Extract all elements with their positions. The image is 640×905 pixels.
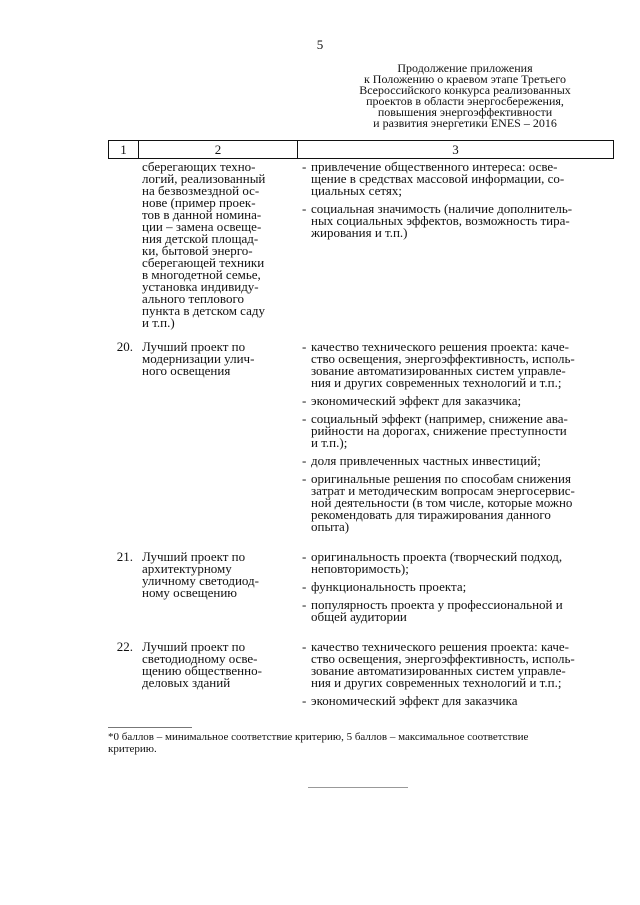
nomination-name-line: нове (пример проек- (142, 195, 256, 210)
nomination-name-line: сберегающей техники (142, 255, 265, 270)
column-header-1: 1 (109, 141, 139, 158)
column-header-2: 2 (139, 141, 298, 158)
table-row (108, 641, 614, 713)
dash-bullet: - (302, 549, 307, 564)
criterion-line: рекомендовать для тиражирования данного (311, 507, 551, 522)
dash-bullet: - (302, 597, 307, 612)
nomination-name-line: щению общественно- (142, 663, 262, 678)
criterion-line: ния и других современных технологий и т.п.; (311, 675, 562, 690)
row-number (108, 161, 138, 329)
criterion-line: социальная значимость (наличие дополнитель- (311, 201, 573, 216)
footnote-line: критерию. (108, 743, 157, 755)
nomination-name-line: деловых зданий (142, 675, 231, 690)
criteria-table (108, 140, 614, 713)
criterion-item (302, 161, 614, 197)
criteria-list (297, 341, 614, 539)
header-line: проектов в области энергосбережения, (366, 94, 564, 108)
criterion-line: и т.п.); (311, 435, 348, 450)
criterion-item (302, 395, 614, 407)
dash-bullet: - (302, 339, 307, 354)
criterion-item (302, 641, 614, 689)
nomination-name-line: архитектурному (142, 561, 232, 576)
criterion-item (302, 341, 614, 389)
criterion-line: затрат и методическим вопросам энергосервис- (311, 483, 575, 498)
table-header (108, 140, 614, 159)
criterion-line: оригинальные решения по способам снижения (311, 471, 571, 486)
row-number: 22. (116, 639, 133, 654)
criterion-line: щение в средствах массовой информации, со- (311, 171, 565, 186)
nomination-name (138, 641, 297, 713)
criterion-line: зование автоматизированных систем управле- (311, 663, 566, 678)
nomination-name-line: ному освещению (142, 585, 238, 600)
criterion-line: жирования и т.п.) (311, 225, 408, 240)
criterion-line: функциональность проекта; (311, 579, 467, 594)
nomination-name-line: ции – замена освеще- (142, 219, 262, 234)
criterion-item (302, 413, 614, 449)
footnote (108, 731, 613, 755)
table-row (108, 161, 614, 329)
criterion-item (302, 581, 614, 593)
criterion-item (302, 551, 614, 575)
header-line: повышения энергоэффективности (377, 105, 553, 119)
criterion-text (311, 473, 575, 533)
nomination-name (138, 341, 297, 539)
appendix-header (330, 63, 600, 129)
row-number: 20. (116, 339, 133, 354)
dash-bullet: - (302, 159, 307, 174)
criterion-text (311, 551, 562, 575)
table-body (108, 161, 614, 713)
nomination-name-line: светодиодному осве- (142, 651, 258, 666)
criterion-item (302, 473, 614, 533)
dash-bullet: - (302, 393, 307, 408)
nomination-name-line: ния детской площад- (142, 231, 259, 246)
criterion-line: зование автоматизированных систем управле- (311, 363, 566, 378)
criterion-item (302, 599, 614, 623)
dash-bullet: - (302, 693, 307, 708)
nomination-name-line: сберегающих техно- (142, 159, 256, 174)
nomination-name (138, 161, 297, 329)
criterion-text (311, 413, 568, 449)
footnote-divider (108, 727, 192, 728)
nomination-name-line: ного освещения (142, 363, 231, 378)
criterion-line: общей аудитории (311, 609, 407, 624)
criterion-line: циальных сетях; (311, 183, 402, 198)
criterion-line: социальный эффект (например, снижение ава- (311, 411, 568, 426)
dash-bullet: - (302, 639, 307, 654)
criterion-line: экономический эффект для заказчика; (311, 393, 522, 408)
criterion-line: экономический эффект для заказчика (311, 693, 518, 708)
criterion-line: качество технического решения проекта: каче- (311, 339, 569, 354)
criterion-line: доля привлеченных частных инвестиций; (311, 453, 541, 468)
nomination-name-line: Лучший проект по (142, 549, 246, 564)
nomination-name-line: Лучший проект по (142, 639, 246, 654)
criterion-line: ство освещения, энергоэффективность, исполь- (311, 651, 575, 666)
nomination-name-line: и т.п.) (142, 315, 175, 330)
page-bottom-divider (308, 787, 408, 788)
column-header-3: 3 (452, 142, 459, 157)
criterion-line: популярность проекта у профессиональной и (311, 597, 563, 612)
nomination-name-line: пункта в детском саду (142, 303, 265, 318)
criterion-line: оригинальность проекта (творческий подход, (311, 549, 563, 564)
header-line: Продолжение приложения (397, 61, 533, 75)
nomination-name-line: установка индивиду- (142, 279, 259, 294)
table-row (108, 551, 614, 629)
criterion-text (311, 581, 466, 593)
nomination-name (138, 551, 297, 629)
nomination-name-line: логий, реализованный (142, 171, 266, 186)
criterion-text (311, 341, 575, 389)
nomination-name-line: уличному светодиод- (142, 573, 259, 588)
criterion-text (311, 455, 541, 467)
header-line: Всероссийского конкурса реализованных (359, 83, 571, 97)
criterion-line: ство освещения, энергоэффективность, исполь- (311, 351, 575, 366)
nomination-name-line: ки, бытовой энерго- (142, 243, 253, 258)
criterion-line: ных социальных эффектов, возможность тира- (311, 213, 570, 228)
header-line: к Положению о краевом этапе Третьего (363, 72, 567, 86)
dash-bullet: - (302, 471, 307, 486)
table-row (108, 341, 614, 539)
criterion-text (311, 695, 518, 707)
nomination-name-line: модернизации улич- (142, 351, 255, 366)
dash-bullet: - (302, 579, 307, 594)
nomination-name-line: на безвозмездной ос- (142, 183, 260, 198)
criterion-text (311, 599, 563, 623)
criterion-line: опыта) (311, 519, 350, 534)
criterion-line: рийности на дорогах, снижение преступности (311, 423, 567, 438)
nomination-name-line: Лучший проект по (142, 339, 246, 354)
criterion-line: неповторимость); (311, 561, 409, 576)
criterion-line: привлечение общественного интереса: осве- (311, 159, 558, 174)
criterion-text (311, 203, 572, 239)
criterion-text (311, 395, 521, 407)
footnote-line: *0 баллов – минимальное соответствие критерию, 5 баллов – максимальное соответствие (108, 731, 529, 743)
nomination-name-line: тов в данной номина- (142, 207, 262, 222)
criterion-line: ной деятельности (в том числе, которые можно (311, 495, 573, 510)
criterion-text (311, 161, 564, 197)
dash-bullet: - (302, 453, 307, 468)
criteria-list (297, 641, 614, 713)
criterion-item (302, 203, 614, 239)
criterion-item (302, 455, 614, 467)
page-number: 5 (316, 37, 324, 52)
criterion-item (302, 695, 614, 707)
row-number: 21. (116, 549, 133, 564)
criteria-list (297, 161, 614, 329)
criterion-text (311, 641, 575, 689)
dash-bullet: - (302, 201, 307, 216)
nomination-name-line: ального теплового (142, 291, 244, 306)
nomination-name-line: в многодетной семье, (142, 267, 261, 282)
header-line: и развития энергетики ENES – 2016 (373, 116, 557, 130)
criterion-line: ния и других современных технологий и т.п.; (311, 375, 562, 390)
criterion-line: качество технического решения проекта: каче- (311, 639, 569, 654)
dash-bullet: - (302, 411, 307, 426)
criteria-list (297, 551, 614, 629)
